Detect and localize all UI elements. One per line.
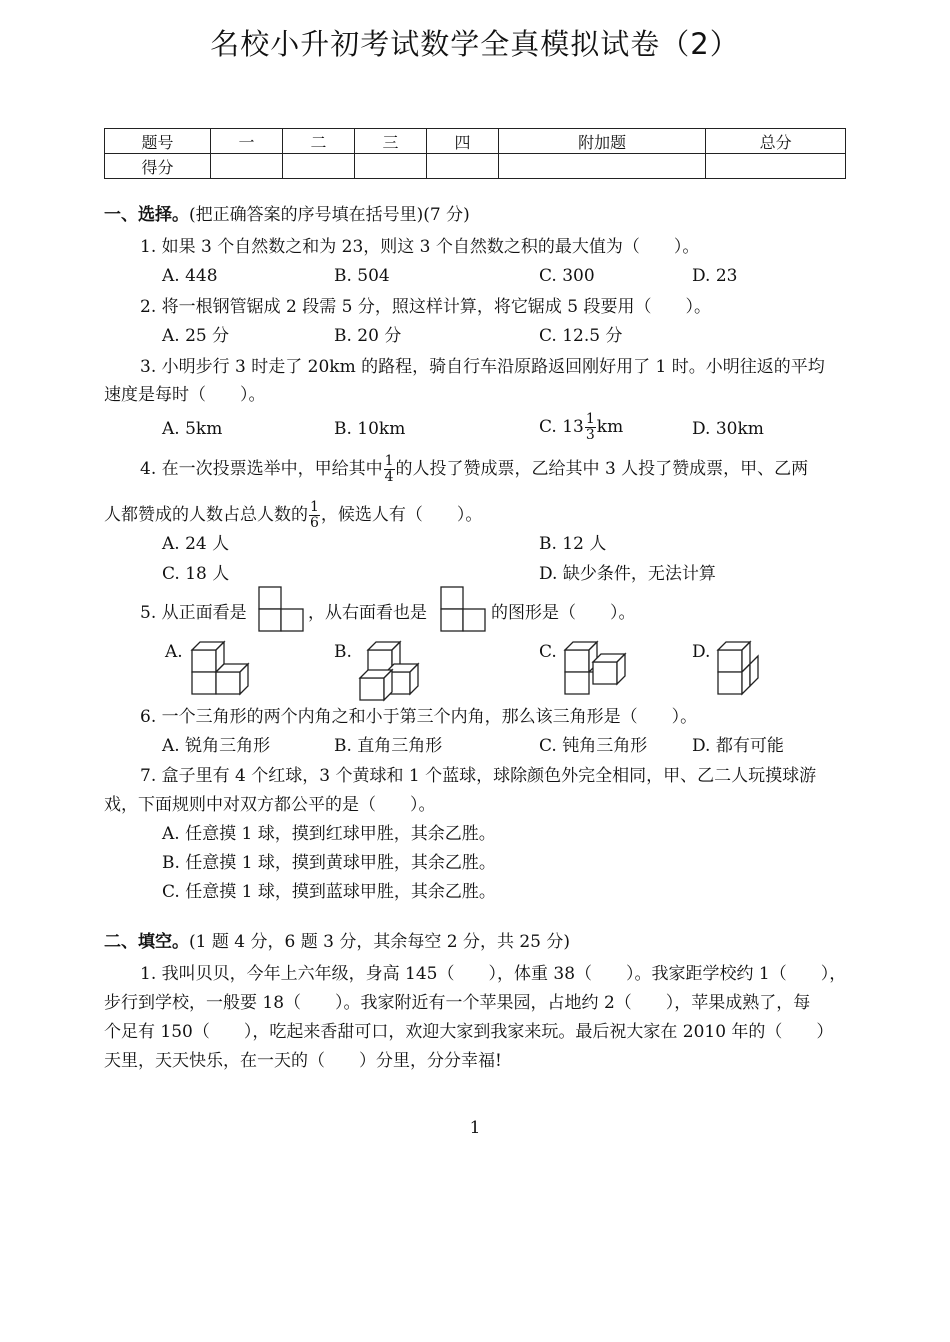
q4-option-d[interactable]: D. 缺少条件，无法计算 bbox=[539, 564, 716, 584]
q1-text: 1. 如果 3 个自然数之和为 23，则这 3 个自然数之积的最大值为（ ）。 bbox=[140, 237, 700, 257]
cube-a-top-front bbox=[192, 650, 216, 672]
q5-front-view-figure bbox=[258, 586, 304, 634]
q5-option-c-cubes[interactable] bbox=[563, 638, 627, 696]
q7-option-c[interactable]: C. 任意摸 1 球，摸到蓝球甲胜，其余乙胜。 bbox=[162, 882, 496, 902]
q1-option-b[interactable]: B. 504 bbox=[334, 266, 390, 286]
cube-a-bottom-left-front bbox=[192, 672, 216, 694]
score-table bbox=[104, 128, 846, 179]
q4-line1-part-b: 的人投了赞成票，乙给其中 3 人投了赞成票，甲、乙两 bbox=[395, 459, 809, 479]
page-number: 1 bbox=[469, 1118, 481, 1138]
cube-d-back-side bbox=[750, 656, 758, 686]
q6-text: 6. 一个三角形的两个内角之和小于第三个内角，那么该三角形是（ ）。 bbox=[140, 707, 698, 727]
section2-title: 二、填空。 bbox=[104, 932, 189, 952]
q2-option-a[interactable]: A. 25 分 bbox=[162, 326, 230, 346]
q3-option-c-suffix: km bbox=[596, 417, 624, 437]
q4-line2-part-b: ，候选人有（ ）。 bbox=[320, 505, 483, 525]
q6-option-d[interactable]: D. 都有可能 bbox=[692, 736, 784, 756]
q4-fraction-1-numerator: 1 bbox=[384, 453, 394, 469]
q2-text: 2. 将一根钢管锯成 2 段需 5 分，照这样计算，将它锯成 5 段要用（ ）。 bbox=[140, 297, 711, 317]
q3-option-c-fraction bbox=[585, 412, 596, 443]
section1-title: 一、选择。 bbox=[104, 205, 189, 225]
q7-text-line2: 戏，下面规则中对双方都公平的是（ ）。 bbox=[104, 795, 436, 815]
front-view-bottom-right-square bbox=[281, 609, 303, 631]
header-cell-bonus: 附加题 bbox=[498, 129, 705, 154]
q5-text-part-a: 5. 从正面看是 bbox=[140, 603, 247, 623]
q5-text-part-c: 的图形是（ ）。 bbox=[491, 603, 636, 623]
score-input-1[interactable] bbox=[211, 154, 283, 179]
q5-text-part-b: ，从右面看也是 bbox=[308, 603, 427, 623]
q7-option-a[interactable]: A. 任意摸 1 球，摸到红球甲胜，其余乙胜。 bbox=[162, 824, 496, 844]
cube-a-bottom-right-front bbox=[216, 672, 240, 694]
header-cell-2: 二 bbox=[282, 129, 354, 154]
cube-c-bottom-left-front bbox=[565, 672, 589, 694]
score-input-2[interactable] bbox=[282, 154, 354, 179]
cube-d-top-front bbox=[718, 650, 742, 672]
right-view-bottom-left-square bbox=[441, 609, 463, 631]
q2-option-b[interactable]: B. 20 分 bbox=[334, 326, 402, 346]
cube-d-bottom-front bbox=[718, 672, 742, 694]
q4-fraction-1-denominator: 4 bbox=[384, 469, 394, 485]
cube-b-front-cube-front bbox=[360, 678, 384, 700]
score-input-bonus[interactable] bbox=[498, 154, 705, 179]
q6-option-c[interactable]: C. 钝角三角形 bbox=[539, 736, 648, 756]
q4-line2-part-a: 人都赞成的人数占总人数的 bbox=[104, 505, 308, 525]
q7-option-b[interactable]: B. 任意摸 1 球，摸到黄球甲胜，其余乙胜。 bbox=[162, 853, 496, 873]
q1-option-d[interactable]: D. 23 bbox=[692, 266, 738, 286]
q4-option-b[interactable]: B. 12 人 bbox=[539, 534, 607, 554]
q3-option-d[interactable]: D. 30km bbox=[692, 419, 764, 439]
fill-q1-line2: 步行到学校，一般要 18（ ）。我家附近有一个苹果园，占地约 2（ ），苹果成熟了，每 bbox=[104, 993, 811, 1013]
score-table-score-row bbox=[105, 154, 846, 179]
page-title: 名校小升初考试数学全真模拟试卷（2） bbox=[210, 27, 740, 61]
q4-fraction-2 bbox=[309, 500, 320, 531]
q3-text-line1: 3. 小明步行 3 时走了 20km 的路程，骑自行车沿原路返回刚好用了 1 时。小明往返的平均 bbox=[140, 357, 825, 377]
score-table-header-row bbox=[105, 129, 846, 154]
q5-option-b-cubes[interactable] bbox=[358, 638, 420, 700]
score-row-label: 得分 bbox=[105, 154, 211, 179]
q3-option-a[interactable]: A. 5km bbox=[162, 419, 223, 439]
q5-option-a-cubes[interactable] bbox=[188, 638, 248, 696]
q4-fraction-1 bbox=[384, 454, 395, 485]
q4-line1-part-a: 4. 在一次投票选举中，甲给其中 bbox=[140, 459, 383, 479]
q4-fraction-2-numerator: 1 bbox=[310, 499, 319, 515]
front-view-bottom-left-square bbox=[259, 609, 281, 631]
q7-text-line1: 7. 盒子里有 4 个红球，3 个黄球和 1 个蓝球，球除颜色外完全相同，甲、乙二人玩摸球游 bbox=[140, 766, 817, 786]
q2-option-c[interactable]: C. 12.5 分 bbox=[539, 326, 623, 346]
q5-option-d-label[interactable]: D. bbox=[692, 642, 711, 662]
fill-q1-line1: 1. 我叫贝贝，今年上六年级，身高 145（ ），体重 38（ ）。我家距学校约 1（ ）， bbox=[140, 964, 847, 984]
q1-option-c[interactable]: C. 300 bbox=[539, 266, 595, 286]
header-cell-question-number: 题号 bbox=[105, 129, 211, 154]
right-view-top-square bbox=[441, 587, 463, 609]
fill-q1-line4: 天里，天天快乐，在一天的（ ）分里，分分幸福! bbox=[104, 1051, 502, 1071]
header-cell-total: 总分 bbox=[706, 129, 846, 154]
section2-heading bbox=[104, 927, 570, 952]
q3-fraction-numerator: 1 bbox=[585, 411, 595, 427]
fill-q1-line3: 个足有 150（ ），吃起来香甜可口，欢迎大家到我家来玩。最后祝大家在 2010 年的（ ） bbox=[104, 1022, 834, 1042]
q4-fraction-2-denominator: 6 bbox=[310, 515, 319, 531]
q3-fraction-denominator: 3 bbox=[585, 427, 595, 443]
q5-right-view-figure bbox=[440, 586, 486, 634]
q4-option-a[interactable]: A. 24 人 bbox=[162, 534, 230, 554]
q6-option-b[interactable]: B. 直角三角形 bbox=[334, 736, 443, 756]
q4-option-c[interactable]: C. 18 人 bbox=[162, 564, 230, 584]
section1-instructions: (把正确答案的序号填在括号里)(7 分) bbox=[189, 205, 470, 225]
score-input-total[interactable] bbox=[706, 154, 846, 179]
header-cell-1: 一 bbox=[211, 129, 283, 154]
right-view-bottom-right-square bbox=[463, 609, 485, 631]
cube-c-side-cube-front bbox=[593, 662, 617, 684]
q3-option-c[interactable] bbox=[539, 408, 623, 446]
q3-option-c-prefix: C. 13 bbox=[539, 417, 584, 437]
header-cell-3: 三 bbox=[354, 129, 426, 154]
q5-option-c-label[interactable]: C. bbox=[539, 642, 557, 662]
q1-option-a[interactable]: A. 448 bbox=[162, 266, 218, 286]
q3-option-b[interactable]: B. 10km bbox=[334, 419, 406, 439]
q4-text-line1 bbox=[140, 450, 808, 488]
q6-option-a[interactable]: A. 锐角三角形 bbox=[162, 736, 271, 756]
section2-instructions: (1 题 4 分，6 题 3 分，其余每空 2 分，共 25 分) bbox=[189, 932, 571, 952]
q3-text-line2: 速度是每时（ ）。 bbox=[104, 385, 266, 405]
section1-heading bbox=[104, 200, 470, 225]
score-input-3[interactable] bbox=[354, 154, 426, 179]
score-input-4[interactable] bbox=[426, 154, 498, 179]
q5-option-a-label[interactable]: A. bbox=[165, 642, 183, 662]
q5-option-d-cubes[interactable] bbox=[716, 638, 760, 696]
q4-text-line2 bbox=[104, 496, 482, 534]
q5-option-b-label[interactable]: B. bbox=[334, 642, 352, 662]
front-view-top-square bbox=[259, 587, 281, 609]
cube-c-top-front bbox=[565, 650, 589, 672]
header-cell-4: 四 bbox=[426, 129, 498, 154]
